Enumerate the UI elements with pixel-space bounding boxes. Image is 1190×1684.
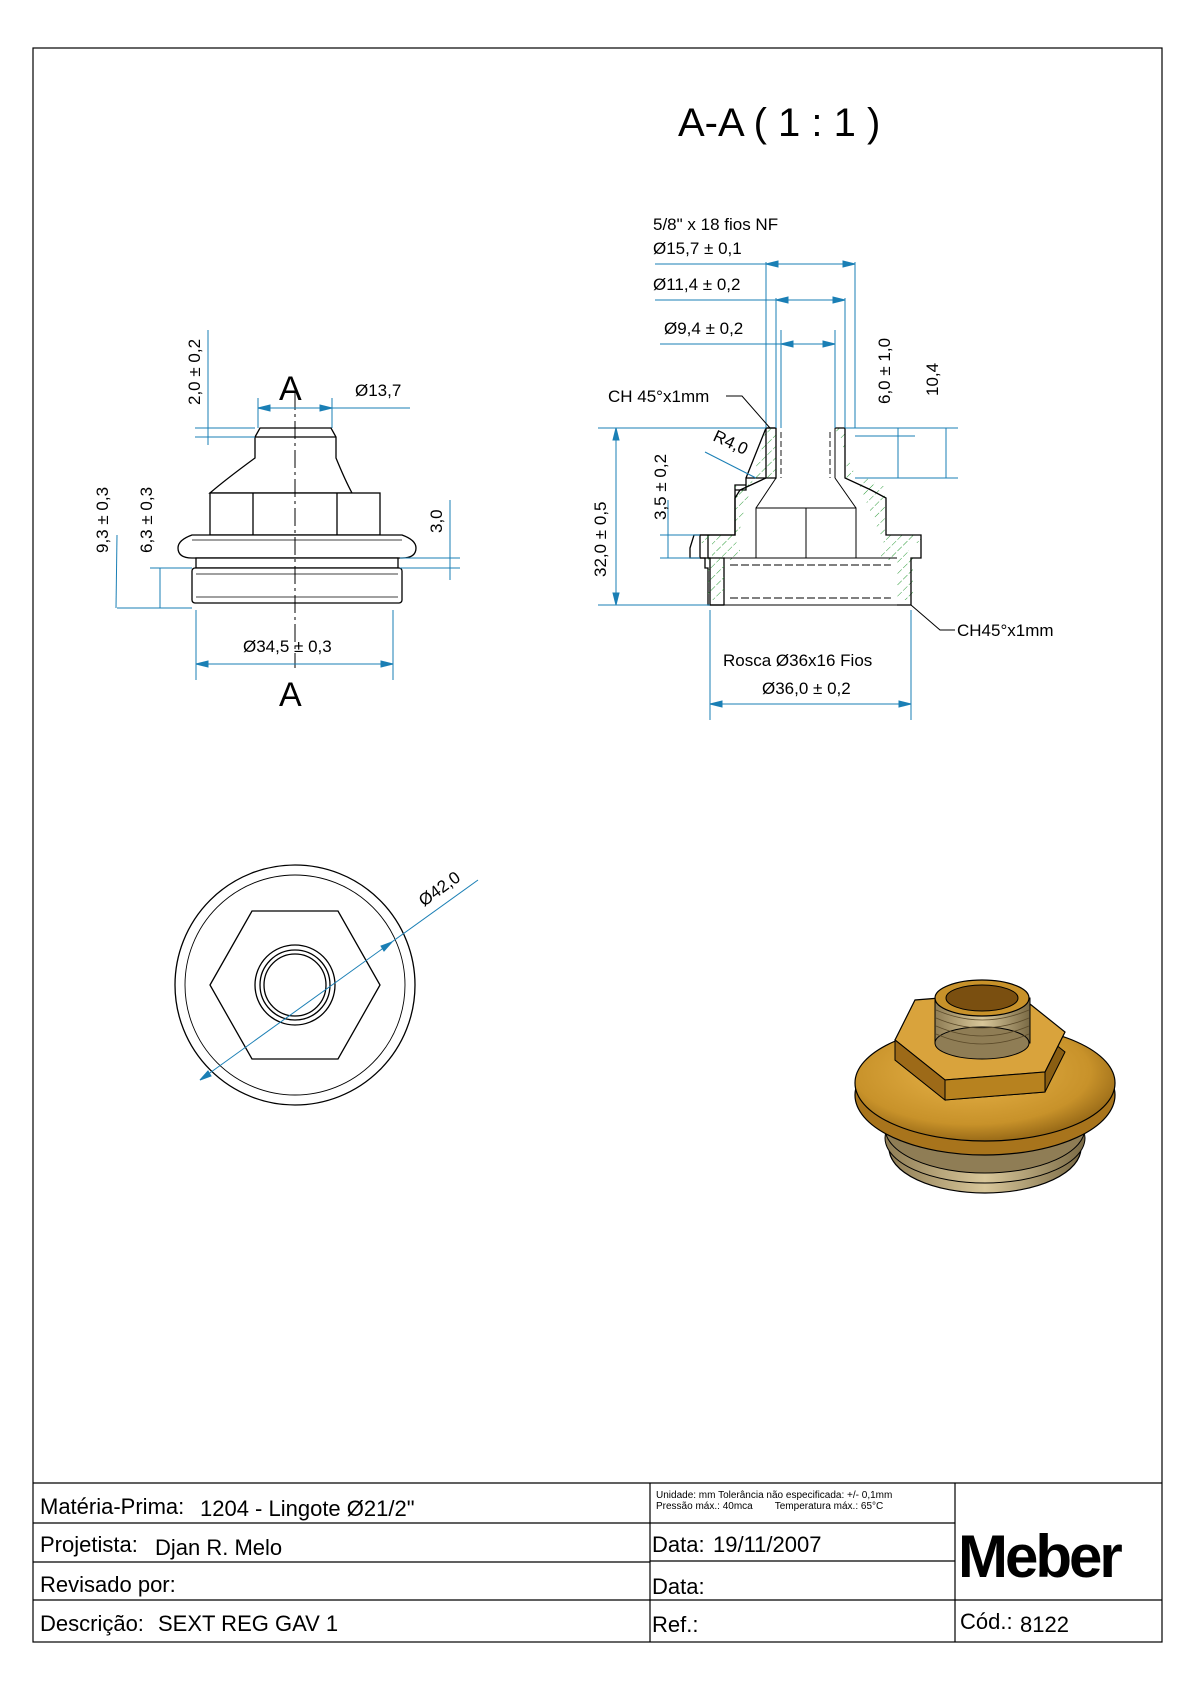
revisado-label: Revisado por:: [40, 1572, 176, 1597]
descricao-label: Descrição:: [40, 1611, 144, 1636]
dim-top-view-diameter: Ø42,0: [415, 867, 464, 911]
dim-body-height: 6,3 ± 0,3: [137, 486, 156, 553]
dim-flange-height: 3,0: [427, 509, 446, 533]
dim-d-mid: Ø11,4 ± 0,2: [653, 275, 741, 294]
descricao-value: SEXT REG GAV 1: [158, 1611, 339, 1636]
section-letter-top: A: [279, 370, 302, 408]
projetista-value: Djan R. Melo: [155, 1535, 283, 1560]
data2-label: Data:: [652, 1574, 705, 1599]
dim-chamfer-bottom: CH45°x1mm: [957, 621, 1054, 640]
dim-top-diameter: Ø13,7: [355, 381, 402, 400]
materia-value: 1204 - Lingote Ø21/2": [200, 1496, 415, 1521]
isometric-render: [855, 980, 1115, 1193]
dim-base-diameter-section: Ø36,0 ± 0,2: [762, 679, 851, 698]
dim-top-height: 2,0 ± 0,2: [185, 338, 204, 405]
section-title: A-A ( 1 : 1 ): [678, 101, 881, 145]
dim-d-inner: Ø9,4 ± 0,2: [664, 319, 744, 338]
dim-h-total: 32,0 ± 0,5: [591, 501, 610, 577]
section-view: [690, 428, 921, 605]
materia-label: Matéria-Prima:: [40, 1494, 185, 1519]
dim-base-diameter: Ø34,5 ± 0,3: [243, 637, 332, 656]
dim-chamfer-top: CH 45°x1mm: [608, 387, 710, 406]
front-view: [178, 392, 416, 668]
thread-spec: 5/8" x 18 fios NF: [653, 215, 779, 234]
notes-line2: Pressão máx.: 40mca Temperatura máx.: 65°C: [656, 1501, 884, 1512]
dim-h-neck: 3,5 ± 0,2: [651, 453, 670, 520]
dim-h-thread: 6,0 ± 1,0: [875, 337, 894, 404]
dim-total-height: 9,3 ± 0,3: [93, 486, 112, 553]
projetista-label: Projetista:: [40, 1532, 138, 1557]
data-value: 19/11/2007: [713, 1532, 822, 1557]
notes-line1: Unidade: mm Tolerância não especificada: +/- 0,1mm: [656, 1490, 893, 1501]
top-view: [175, 865, 415, 1105]
cod-value: 8122: [1020, 1612, 1069, 1637]
company-logo: Meber: [958, 1523, 1120, 1590]
dim-h-top: 10,4: [923, 362, 942, 396]
ref-label: Ref.:: [652, 1612, 699, 1637]
dim-d-outer: Ø15,7 ± 0,1: [653, 239, 742, 258]
data-label: Data:: [652, 1532, 705, 1557]
top-view-dimension-line: [200, 880, 478, 1080]
cod-label: Cód.:: [960, 1609, 1013, 1634]
sheet-border: [33, 48, 1162, 1642]
section-letter-bottom: A: [279, 676, 302, 714]
dim-radius: R4,0: [710, 426, 751, 459]
dim-base-thread: Rosca Ø36x16 Fios: [723, 651, 873, 670]
